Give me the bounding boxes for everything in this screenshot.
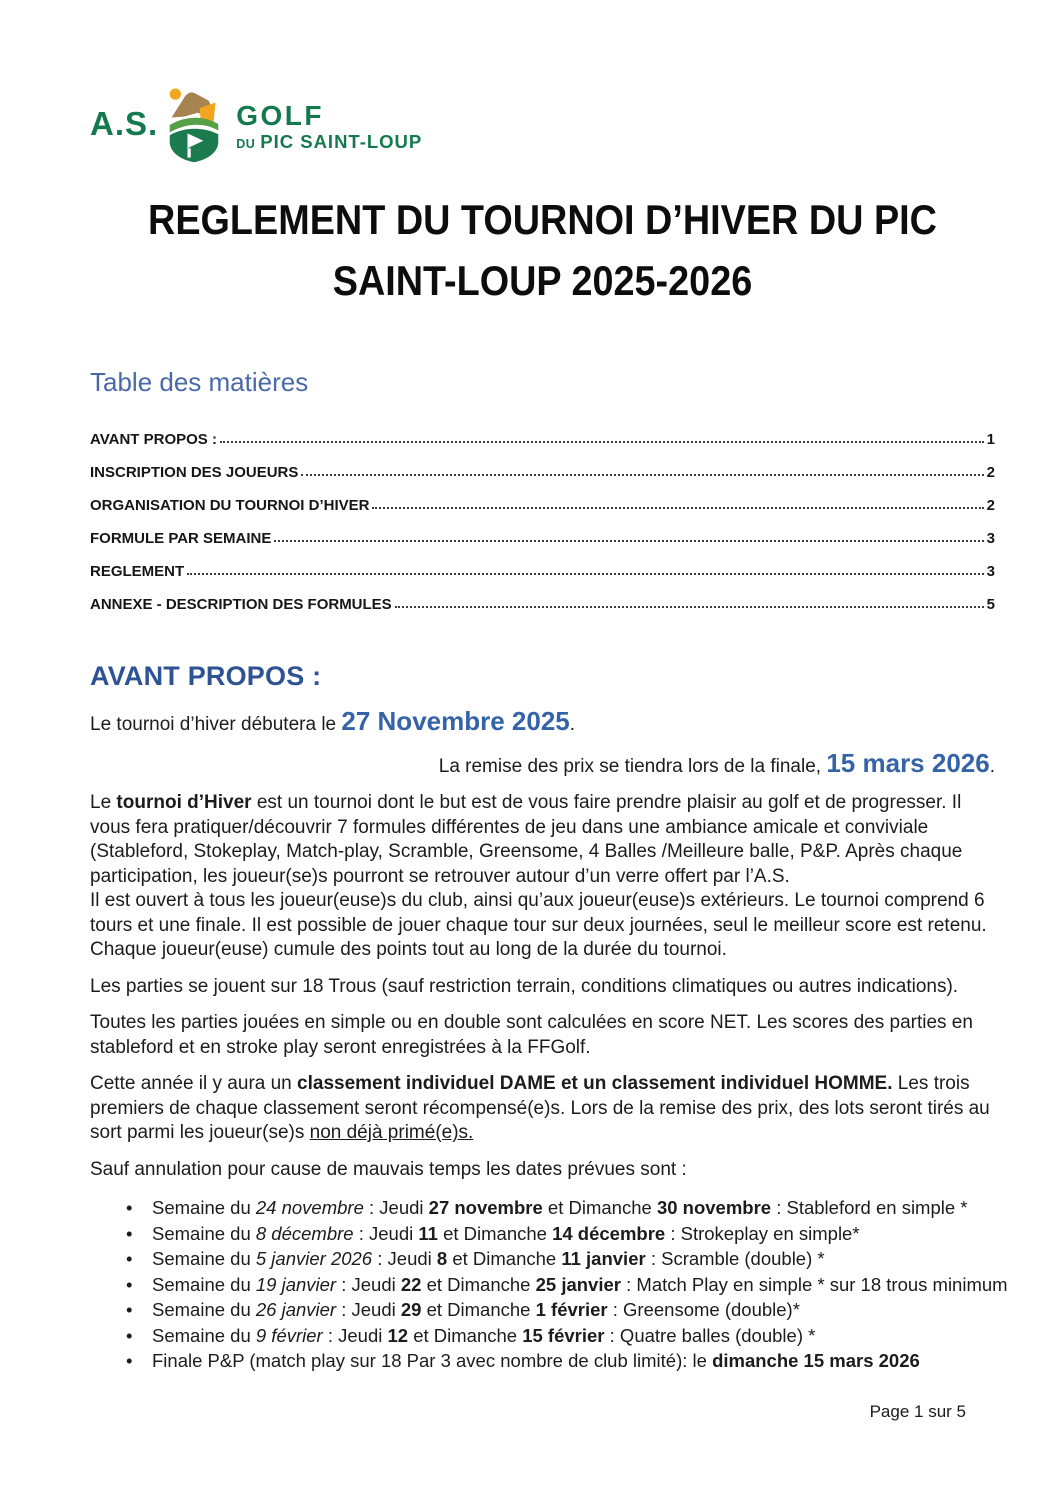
text-segment: 22 [400, 1273, 422, 1295]
text-segment: est un tournoi dont le but est de vous faire prendre plaisir au golf et de progresser. Il vous fera pratiquer/découvrir 7 formules différentes de jeu dans une ambiance amicale et conviviale (Stableford, Stokeplay, Match-play, Scramble, Greensome, 4 Balles /Meilleure balle, P&P. Après chaque participation, les joueur(se)s pourront se retrouver autour d’un verre offert par l’A.S. [90, 792, 963, 887]
paragraph-dates-intro: Sauf annulation pour cause de mauvais temps les dates prévues sont : [90, 1158, 687, 1180]
text-segment: : Greensome (double)* [607, 1299, 800, 1320]
text-segment: 1 février [535, 1299, 608, 1320]
text-segment: 11 janvier [561, 1248, 646, 1269]
toc-entry-formule[interactable] [90, 516, 995, 549]
toc-entry-annexe[interactable] [90, 582, 995, 615]
toc-entry-reglement[interactable] [90, 549, 995, 582]
toc-leader [372, 507, 983, 509]
text-segment: 9 février [255, 1324, 323, 1346]
text-segment: classement individuel DAME et un classement individuel HOMME. [297, 1073, 893, 1094]
toc-entry-organisation[interactable] [90, 483, 995, 516]
logo-golf-text: GOLF [236, 100, 324, 132]
text-segment: 25 janvier [535, 1273, 621, 1295]
text-segment: : Match Play en simple * sur 18 trous minimum [620, 1273, 1008, 1295]
text-segment: : Quatre balles (double) * [604, 1324, 816, 1346]
text-segment: 19 janvier [255, 1273, 337, 1295]
toc-leader [274, 540, 983, 542]
toc-leader [301, 474, 983, 476]
text-segment: Il est ouvert à tous les joueur(euse)s du club, ainsi qu’aux joueur(euse)s extérieurs. Le tournoi comprend 6 tours et une finale. Il est possible de jouer chaque tour sur deux journées, seul le meilleur score est retenu. Chaque joueur(euse) cumule des points tout au long de la durée du tournoi. [90, 890, 987, 960]
dates-bullet-list [90, 1195, 1008, 1374]
toc-page-number: 3 [986, 563, 995, 580]
toc-page-number: 2 [986, 497, 995, 514]
text-segment: Le [90, 792, 117, 813]
toc-leader [220, 441, 984, 443]
logo-as-text: A.S. [90, 105, 159, 142]
toc-entry-label: FORMULE PAR SEMAINE [90, 530, 272, 547]
toc-leader [395, 606, 984, 608]
toc-entry-inscription[interactable] [90, 450, 995, 483]
toc-leader [187, 573, 983, 575]
toc-entry-label: AVANT PROPOS : [90, 431, 217, 448]
text-segment: : Stableford en simple * [771, 1197, 968, 1218]
paragraph-18-trous: Les parties se jouent sur 18 Trous (sauf restriction terrain, conditions climatiques ou autres indications). [90, 975, 959, 997]
text-segment: Semaine du [152, 1273, 256, 1295]
text-segment: 12 [387, 1324, 409, 1346]
club-logo [90, 85, 995, 163]
text-segment: : Scramble (double) * [645, 1248, 825, 1269]
text-segment: non déjà primé(e)s. [309, 1122, 474, 1143]
text-segment: : Jeudi [353, 1222, 419, 1244]
text-segment: 11 [418, 1222, 438, 1244]
toc-entry-label: REGLEMENT [90, 563, 185, 580]
text-segment: Semaine du [152, 1299, 256, 1320]
logo-club-text: PIC SAINT-LOUP [260, 131, 423, 153]
toc-page-number: 5 [986, 596, 995, 613]
toc-list [90, 417, 995, 615]
text-segment: Finale P&P (match play sur 18 Par 3 avec nombre de club limité): le [152, 1350, 713, 1371]
text-segment: 15 février [522, 1324, 605, 1346]
text-segment: 29 [400, 1299, 422, 1320]
text-segment: . [989, 755, 995, 777]
text-segment: Semaine du [152, 1222, 256, 1244]
toc-entry-avant-propos[interactable] [90, 417, 995, 450]
text-segment: et Dimanche [421, 1273, 536, 1295]
text-segment: 15 mars 2026 [826, 747, 990, 778]
bullet-semaine-26-janvier [90, 1297, 995, 1323]
bullet-semaine-24-novembre [90, 1195, 995, 1221]
toc-heading: Table des matières [90, 367, 309, 397]
text-segment: 27 Novembre 2025 [341, 706, 570, 736]
bullet-semaine-8-decembre [90, 1221, 995, 1247]
text-segment: : Jeudi [322, 1324, 388, 1346]
club-logo-icon [166, 85, 222, 163]
toc-entry-label: ORGANISATION DU TOURNOI D’HIVER [90, 497, 370, 514]
text-segment: Semaine du [152, 1324, 256, 1346]
text-segment: et Dimanche [421, 1299, 536, 1320]
text-segment: 8 [436, 1248, 448, 1269]
paragraph-start-date [90, 708, 995, 738]
text-segment: dimanche 15 mars 2026 [712, 1350, 920, 1371]
text-segment: : Jeudi [336, 1299, 401, 1320]
bullet-finale-pp [90, 1348, 995, 1374]
bullet-semaine-19-janvier [90, 1272, 1008, 1298]
toc-page-number: 1 [986, 431, 995, 448]
text-segment: Les trois premiers de chaque classement seront récompensé(e)s. Lors de la remise des prix, des lots seront tirés au sort parmi les joueur(se)s [90, 1073, 990, 1143]
text-segment: 14 décembre [552, 1222, 666, 1244]
paragraph-classement [90, 1072, 995, 1146]
text-segment: La remise des prix se tiendra lors de la finale, [438, 755, 827, 777]
text-segment: Semaine du [152, 1197, 256, 1218]
paragraph-score-net: Toutes les parties jouées en simple ou en double sont calculées en score NET. Les scores des parties en stableford et en stroke play seront enregistrées à la FFGolf. [90, 1012, 973, 1058]
text-segment: 27 novembre [428, 1197, 543, 1218]
toc-page-number: 3 [986, 530, 995, 547]
text-segment: et Dimanche [437, 1222, 553, 1244]
toc-entry-label: ANNEXE - DESCRIPTION DES FORMULES [90, 596, 392, 613]
text-segment: tournoi d’Hiver [116, 792, 252, 813]
text-segment: : Strokeplay en simple* [665, 1222, 860, 1244]
text-segment: 24 novembre [255, 1197, 364, 1218]
paragraph-remise-des-prix [90, 747, 995, 780]
text-segment: 26 janvier [255, 1299, 337, 1320]
text-segment: et Dimanche [447, 1248, 562, 1269]
toc-page-number: 2 [986, 464, 995, 481]
toc-entry-label: INSCRIPTION DES JOUEURS [90, 464, 299, 481]
bullet-semaine-9-fevrier [90, 1323, 995, 1349]
text-segment: Cette année il y aura un [90, 1073, 298, 1094]
text-segment: : Jeudi [363, 1197, 429, 1218]
text-segment: Semaine du [152, 1248, 256, 1269]
document-title [90, 189, 995, 311]
logo-wordmark [236, 102, 422, 152]
document-title-line-1: REGLEMENT DU TOURNOI D’HIVER DU PIC [148, 196, 937, 243]
section-heading-avant-propos: AVANT PROPOS : [90, 661, 322, 691]
text-segment: et Dimanche [408, 1324, 523, 1346]
text-segment: . [569, 714, 576, 735]
text-segment: 5 janvier 2026 [255, 1248, 373, 1269]
text-segment: Le tournoi d’hiver débutera le [90, 714, 342, 735]
logo-subline [236, 133, 422, 152]
bullet-semaine-5-janvier [90, 1246, 995, 1272]
text-segment: et Dimanche [542, 1197, 657, 1218]
page-footer: Page 1 sur 5 [869, 1402, 966, 1421]
text-segment: 30 novembre [656, 1197, 772, 1218]
text-segment: 8 décembre [255, 1222, 354, 1244]
document-title-line-2: SAINT-LOUP 2025-2026 [332, 257, 753, 304]
paragraph-presentation-tournoi [90, 791, 995, 963]
logo-du-text: DU [236, 137, 256, 152]
text-segment: : Jeudi [372, 1248, 437, 1269]
text-segment: : Jeudi [336, 1273, 401, 1295]
